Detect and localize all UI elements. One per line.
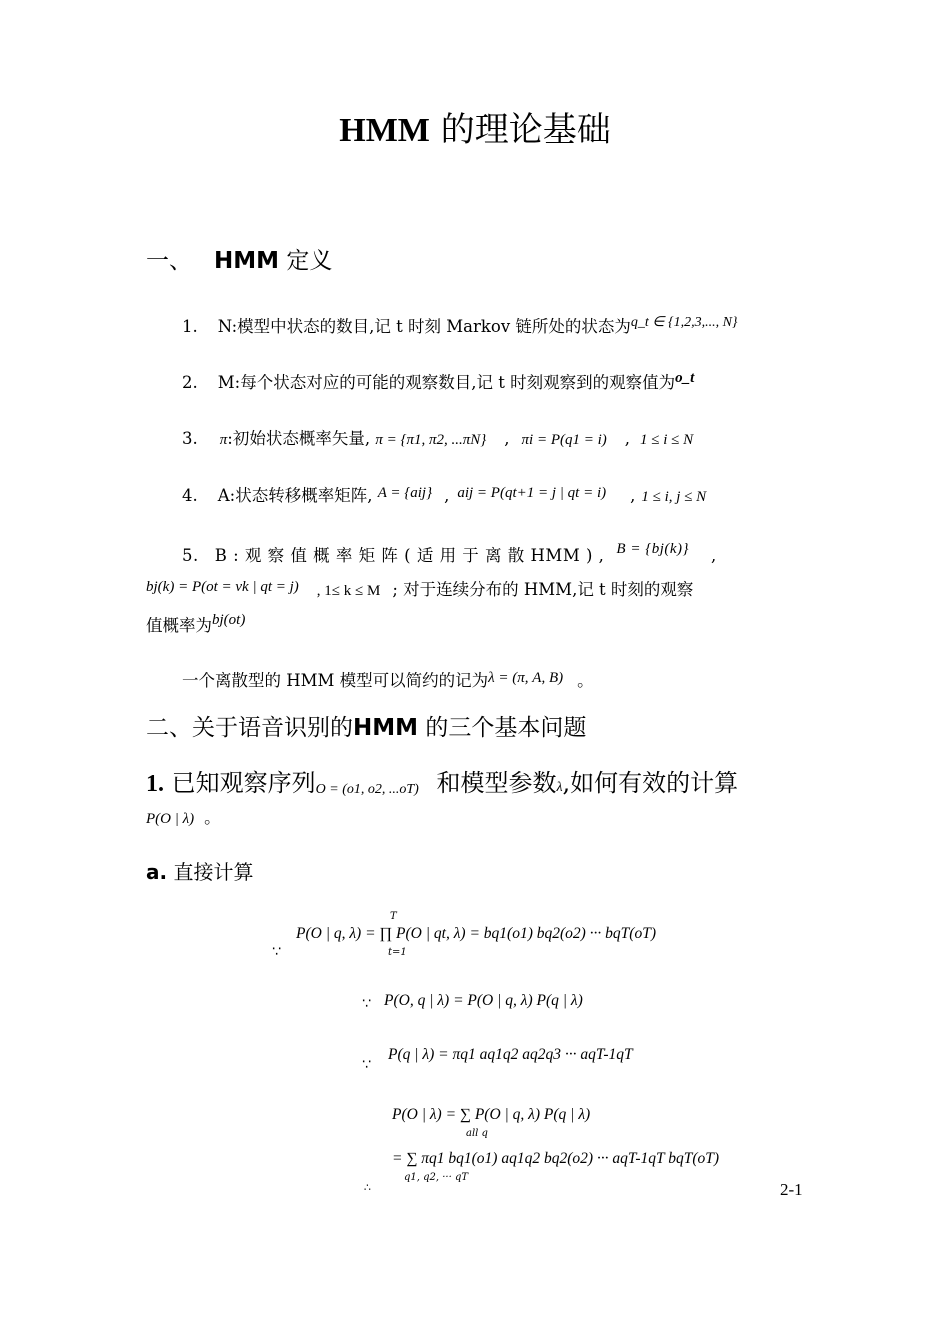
equation-3: P(q | λ) = πq1 aq1q2 aq2q3 ··· aqT-1qT (388, 1046, 633, 1063)
because-symbol-3: ∵ (362, 1057, 371, 1073)
sum-lower-limit-2: q1, q2, ··· qT (404, 1172, 469, 1183)
sum-lower-limit-1: all q (466, 1128, 488, 1139)
definition-item-5-line-3: 值概率为bj(ot) (146, 612, 246, 635)
equation-4: P(O | λ) = ∑ P(O | q, λ) P(q | λ) (392, 1106, 591, 1123)
problem-1-statement: 1. 已知观察序列O = (o1, o2, ...oT) 和模型参数λ,如何有效的计算 (146, 769, 739, 797)
subsection-a-heading: a. 直接计算 (146, 860, 254, 884)
definition-item-2: 2. M:每个状态对应的可能的观察数目,记 t 时刻观察到的观察值为o_t (182, 370, 695, 392)
section-1-heading: 一、 HMM 定义 (146, 248, 333, 274)
page-number: 2-1 (780, 1180, 803, 1199)
definition-item-1: 1. N:模型中状态的数目,记 t 时刻 Markov 链所处的状态为$^{q\_t \in \{1,2,3,..., N\}}$ (182, 315, 738, 336)
definition-item-5-line-1: 5. B : 观 察 值 概 率 矩 阵 ( 适 用 于 离 散 HMM ) , B = {bj(k)} , (182, 541, 717, 565)
because-symbol-1: ∵ (272, 944, 281, 960)
because-symbol-2: ∵ (362, 996, 371, 1012)
therefore-symbol: ∴ (364, 1181, 371, 1194)
section-2-heading: 二、关于语音识别的HMM 的三个基本问题 (146, 715, 587, 741)
definition-item-4: 4. A:状态转移概率矩阵, A = {aij} , aij = P(qt+1 = j | qt = i) , 1 ≤ i, j ≤ N (182, 485, 707, 505)
product-lower-limit: t=1 (388, 947, 407, 958)
hmm-compact-notation: 一个离散型的 HMM 模型可以简约的记为λ = (π, A, B) 。 (182, 670, 594, 690)
product-upper-limit: T (390, 911, 397, 922)
equation-1: P(O | q, λ) = ∏ P(O | qt, λ) = bq1(o1) bq2(o2) ··· bqT(oT) (296, 925, 656, 942)
page-title: HMM 的理论基础 (339, 110, 611, 150)
equation-5: = ∑ πq1 bq1(o1) aq1q2 bq2(o2) ··· aqT-1qT bqT(oT) (392, 1150, 720, 1167)
problem-1-target: P(O | λ) 。 (146, 808, 221, 827)
equation-2: P(O, q | λ) = P(O | q, λ) P(q | λ) (384, 992, 583, 1009)
definition-item-5-line-2: bj(k) = P(ot = vk | qt = j) , 1≤ k ≤ M ; 对于连续分布的 HMM,记 t 时刻的观察 (146, 579, 694, 599)
definition-item-3: 3. π:初始状态概率矢量, π = {π1, π2, ...πN} , πi = P(q1 = i) , 1 ≤ i ≤ N (182, 429, 694, 448)
